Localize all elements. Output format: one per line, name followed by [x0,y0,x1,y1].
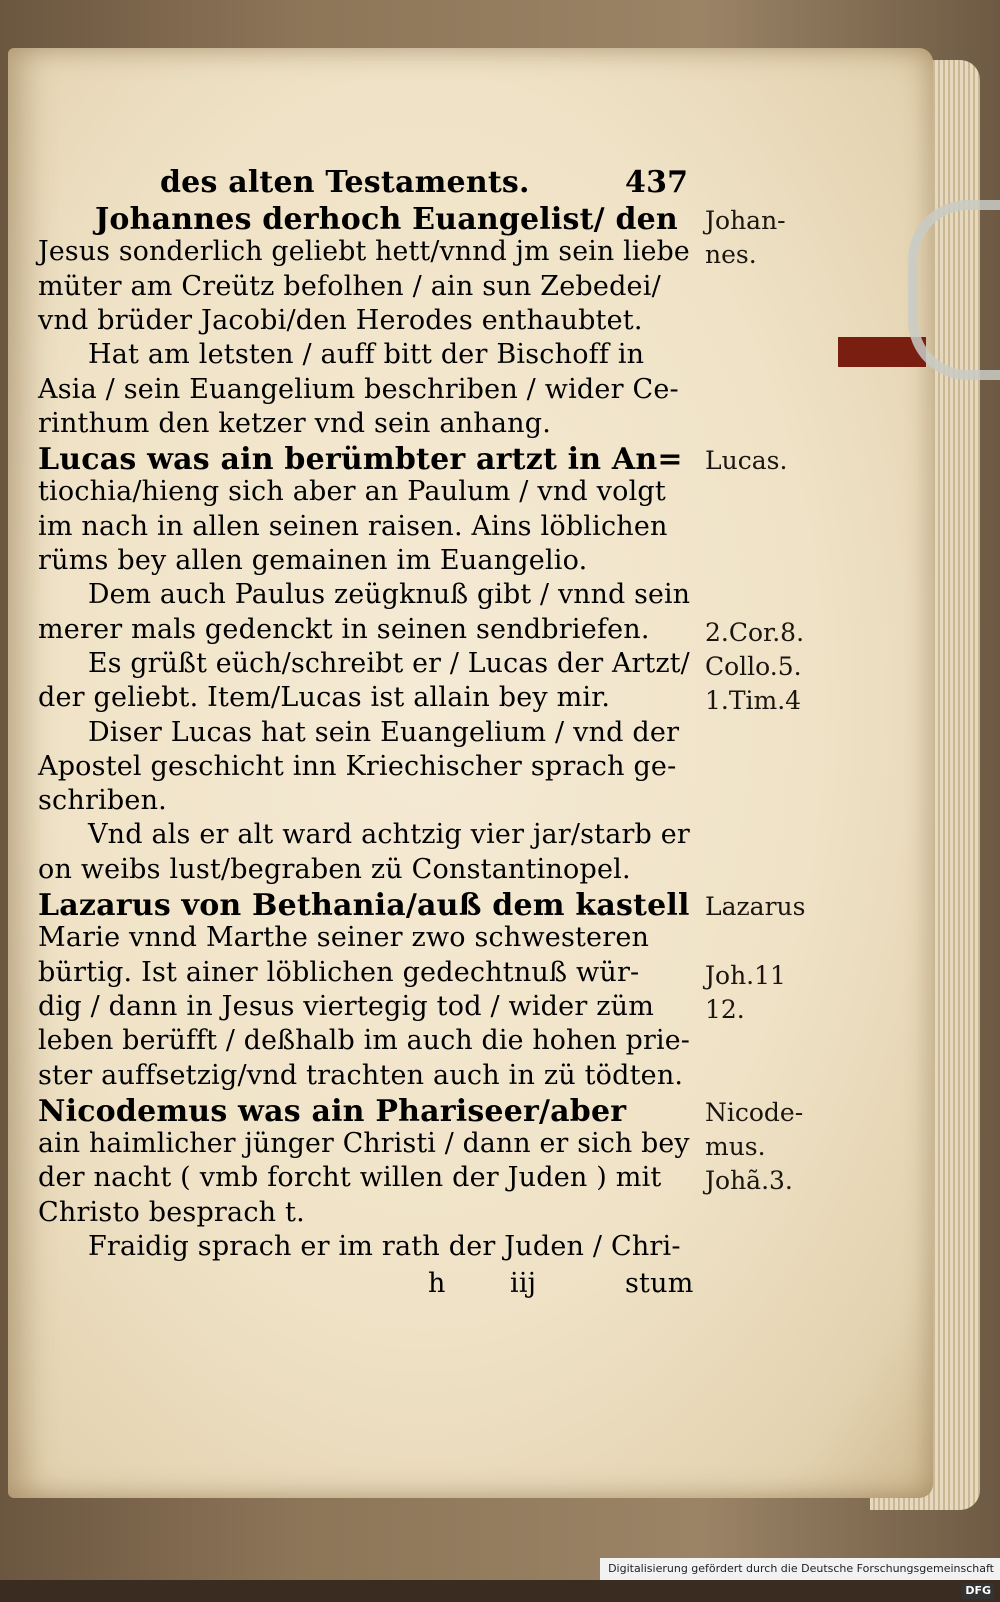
running-title: des alten Testaments. [160,165,530,200]
text-line: vnd brüder Jacobi/den Herodes enthaubtet. [38,304,643,336]
text-line: Lazarus von Bethania/auß dem kastell [38,888,690,923]
text-line: Diser Lucas hat sein Euangelium / vnd der [88,716,680,748]
margin-note: nes. [705,240,757,270]
margin-note: Collo.5. [705,651,802,681]
text-line: Nicodemus was ain Phariseer/aber [38,1093,627,1129]
text-line: tiochia/hieng sich aber an Paulum / vnd volgt [38,476,666,508]
text-line: der nacht ( vmb forcht willen der Juden ) mit [38,1162,662,1194]
signature-number: iij [510,1268,537,1299]
footer-credit [600,1558,1000,1597]
margin-note: Lazarus [705,892,806,921]
text-line: Hat am letsten / auff bitt der Bischoff in [88,339,645,371]
text-line: bürtig. Ist ainer löblichen gedechtnuß wür- [38,956,640,988]
margin-note: 2.Cor.8. [705,617,805,647]
text-line: Apostel geschicht inn Kriechischer sprach ge- [38,750,677,782]
text-line: müter am Creütz befolhen / ain sun Zebedei/ [38,270,661,302]
text-line: Johannes derhoch Euangelist/ den [95,202,678,237]
text-line: der geliebt. Item/Lucas ist allain bey mir. [38,682,611,714]
footer-text: Digitalisierung gefördert durch die Deutsche Forschungsgemeinschaft [608,1562,994,1575]
text-line: rüms bey allen gemainen im Euangelio. [38,545,588,576]
text-line: im nach in allen seinen raisen. Ains löblichen [38,510,668,542]
text-line: ster auffsetzig/vnd trachten auch in zü tödten. [38,1059,684,1091]
text-line: Marie vnnd Marthe seiner zwo schwesteren [38,922,650,954]
page-number: 437 [625,165,689,200]
text-line: Dem auch Paulus zeügknuß gibt / vnnd sein [88,579,691,611]
margin-note: Johan- [705,206,786,235]
text-line: Asia / sein Euangelium beschriben / wider Ce- [38,373,679,405]
text-line: Lucas was ain berümbter artzt in An= [38,442,683,478]
margin-note: 12. [705,994,745,1024]
text-line: leben berüfft / deßhalb im auch die hohen prie- [38,1025,690,1057]
text-line: Es grüßt eüch/schreibt er / Lucas der Artzt/ [88,647,690,679]
text-line: ain haimlicher jünger Christi / dann er sich bey [38,1128,690,1160]
text-line: Fraidig sprach er im rath der Juden / Chri- [88,1231,681,1262]
signature-mark: h [428,1268,446,1299]
margin-note: Nicode- [705,1097,804,1127]
text-line: Jesus sonderlich geliebt hett/vnnd jm sein liebe [38,236,690,268]
text-line: merer mals gedenckt in seinen sendbriefen. [38,613,650,645]
margin-note: Lucas. [705,446,788,476]
text-line: rinthum den ketzer vnd sein anhang. [38,407,552,439]
text-line: Christo besprach t. [38,1196,305,1228]
dfg-logo: DFG [962,1583,994,1599]
margin-note: mus. [705,1132,766,1162]
margin-note: Johã.3. [705,1166,793,1196]
margin-note: 1.Tim.4 [705,686,802,716]
text-line: schriben. [38,785,167,817]
text-line: Vnd als er alt ward achtzig vier jar/starb er [88,819,691,851]
text-line: dig / dann in Jesus viertegig tod / wider züm [38,990,655,1022]
text-line: on weibs lust/begraben zü Constantinopel. [38,853,631,885]
margin-note: Joh.11 [705,960,786,990]
catchword: stum [625,1268,694,1299]
page-clip [908,200,1000,380]
